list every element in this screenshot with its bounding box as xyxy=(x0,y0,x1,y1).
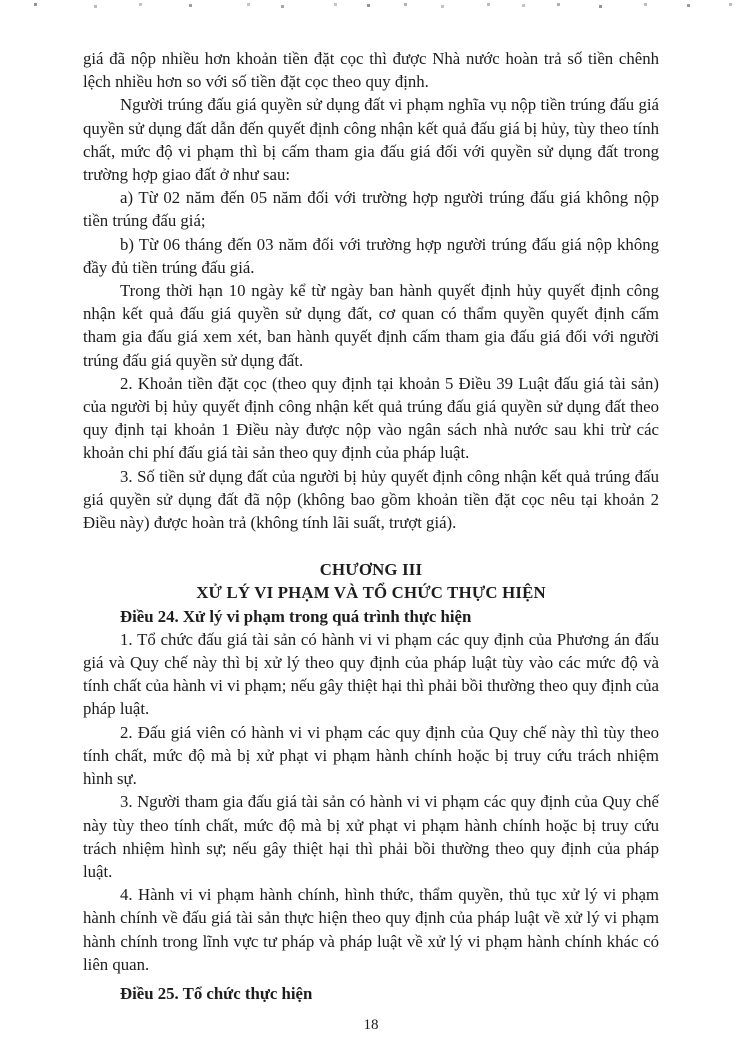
paragraph-clause-2: 2. Khoản tiền đặt cọc (theo quy định tại khoản 5 Điều 39 Luật đấu giá tài sản) của người bị hủy quyết định công nhận kết quả trúng đấu giá quyền sử dụng đất theo quy định tại khoản 1 Điều này được nộp vào ngân sách nhà nước sau khi trừ các khoản chi phí đấu giá tài sản theo quy định của pháp luật. xyxy=(83,373,659,463)
article-25-heading: Điều 25. Tổ chức thực hiện xyxy=(120,983,313,1003)
chapter-label: CHƯƠNG III xyxy=(319,560,423,580)
paragraph-clause-4: 4. Hành vi vi phạm hành chính, hình thức, thẩm quyền, thủ tục xử lý vi phạm hành chính về đấu giá tài sản thực hiện theo quy định của pháp luật về xử lý vi phạm hành chính trong lĩnh vực tư pháp và pháp luật về xử lý vi phạm hành chính khác có liên quan. xyxy=(83,885,659,974)
article-24-heading: Điều 24. Xử lý vi phạm trong quá trình thực hiện xyxy=(120,606,472,626)
page-number: 18 xyxy=(363,1017,379,1034)
paragraph-clause-3: 3. Số tiền sử dụng đất của người bị hủy quyết định công nhận kết quả trúng đấu giá quyền sử dụng đất đã nộp (không bao gồm khoản tiền đặt cọc nêu tại khoản 2 Điều này) được hoàn trả (không tính lãi suất, trượt giá). xyxy=(83,466,659,533)
paragraph-item-a: a) Từ 02 năm đến 05 năm đối với trường hợp người trúng đấu giá không nộp tiền trúng đấu giá; xyxy=(83,188,659,231)
chapter-title: XỬ LÝ VI PHẠM VÀ TỔ CHỨC THỰC HIỆN xyxy=(196,583,546,603)
paragraph-clause-2: 2. Đấu giá viên có hành vi vi phạm các quy định của Quy chế này thì tùy theo tính chất, mức độ mà bị xử phạt vi phạm hành chính hoặc bị truy cứu trách nhiệm hình sự. xyxy=(83,722,659,789)
paragraph: Trong thời hạn 10 ngày kể từ ngày ban hành quyết định hủy quyết định công nhận kết quả đấu giá quyền sử dụng đất, cơ quan có thẩm quyền quyết định cấm tham gia đấu giá xem xét, ban hành quyết định cấm tham gia đấu giá đối với người trúng đấu giá quyền sử dụng đất. xyxy=(83,281,659,370)
chapter-heading xyxy=(83,558,659,604)
paragraph-continuation: giá đã nộp nhiều hơn khoản tiền đặt cọc thì được Nhà nước hoàn trả số tiền chênh lệch nhiều hơn so với số tiền đặt cọc theo quy định. xyxy=(83,49,659,92)
paragraph-clause-1: 1. Tổ chức đấu giá tài sản có hành vi vi phạm các quy định của Phương án đấu giá và Quy chế này thì bị xử lý theo quy định của pháp luật tùy vào các mức độ và tính chất của hành vi vi phạm; nếu gây thiệt hại thì phải bồi thường theo quy định của pháp luật. xyxy=(83,629,659,719)
scan-noise-specks xyxy=(0,4,1,5)
paragraph-clause-3: 3. Người tham gia đấu giá tài sản có hành vi vi phạm các quy định của Quy chế này tùy theo tính chất, mức độ mà bị xử phạt vi phạm hành chính hoặc bị truy cứu trách nhiệm hình sự; nếu gây thiệt hại thì phải bồi thường theo quy định của pháp luật. xyxy=(83,792,659,881)
paragraph-item-b: b) Từ 06 tháng đến 03 năm đối với trường hợp người trúng đấu giá nộp không đầy đủ tiền trúng đấu giá. xyxy=(83,234,659,277)
paragraph: Người trúng đấu giá quyền sử dụng đất vi phạm nghĩa vụ nộp tiền trúng đấu giá quyền sử dụng đất dẫn đến quyết định công nhận kết quả đấu giá bị hủy, tùy theo tính chất, mức độ vi phạm thì bị cấm tham gia đấu giá đối với quyền sử dụng đất trong trường hợp giao đất ở như sau: xyxy=(83,95,659,185)
